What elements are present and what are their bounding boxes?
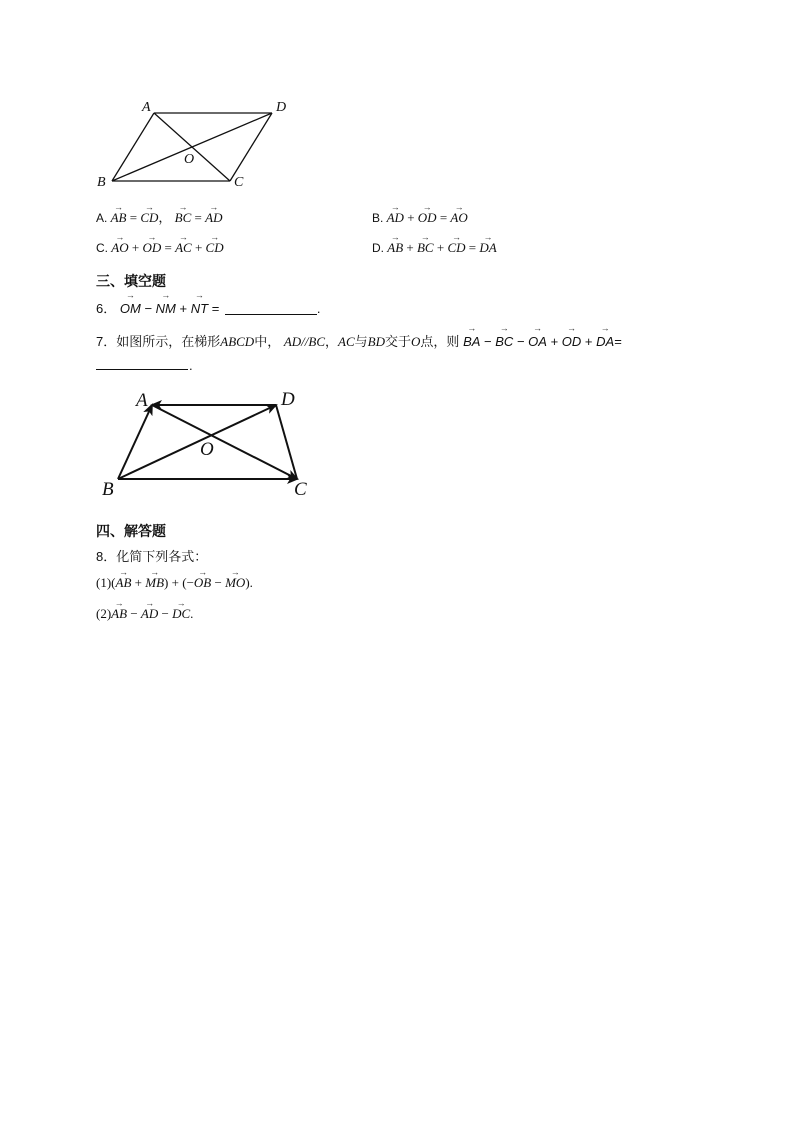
- vector: → BC: [175, 210, 192, 226]
- vector: → CD: [447, 240, 465, 256]
- vertex-label-d: D: [281, 389, 295, 410]
- answer-blank[interactable]: [225, 314, 317, 315]
- vector: → BC: [495, 334, 513, 349]
- vertex-label-a: A: [142, 100, 151, 115]
- question-text: 中，: [254, 334, 281, 349]
- vector: → BC: [417, 240, 434, 256]
- operator: −: [516, 334, 525, 349]
- section-heading-fill-in: 三、填空题: [96, 273, 166, 289]
- question-8-part-1: [96, 575, 253, 591]
- question-text: 点，则: [420, 334, 460, 349]
- vertex-label-b: B: [102, 479, 114, 500]
- question-text: 如图所示，在梯形: [116, 334, 221, 349]
- vertex-label-b: B: [97, 175, 106, 190]
- vector: → AO: [111, 240, 128, 256]
- operator: +: [550, 334, 559, 349]
- operator: +: [406, 240, 414, 255]
- vector: → CD: [140, 210, 158, 226]
- paren: ): [164, 575, 169, 590]
- paren: (: [111, 575, 116, 590]
- option-a-tag: A.: [96, 211, 108, 225]
- option-d: [372, 240, 497, 256]
- operator: =: [439, 210, 448, 225]
- vector: → DC: [172, 606, 190, 622]
- part-number: (1): [96, 575, 112, 590]
- question-8-part-2: [96, 606, 193, 622]
- vector: → AO: [450, 210, 467, 226]
- option-b: [372, 210, 468, 226]
- question-6: [96, 298, 321, 317]
- edge-dc: [276, 405, 297, 479]
- option-d-tag: D.: [372, 241, 384, 255]
- vector: → AB: [116, 575, 132, 591]
- operator: +: [194, 240, 203, 255]
- parallelogram-figure: [90, 95, 300, 195]
- operator: =: [164, 240, 172, 255]
- vector-ba: [118, 405, 152, 479]
- paren: (: [182, 575, 187, 590]
- operator: =: [129, 210, 138, 225]
- vertex-label-c: C: [234, 175, 244, 190]
- vector: → BA: [463, 334, 480, 349]
- vertex-label-o: O: [184, 152, 195, 167]
- operator: +: [134, 575, 142, 590]
- part-number: (2): [96, 606, 112, 621]
- option-b-tag: B.: [372, 211, 384, 225]
- vector: → DA: [479, 240, 496, 256]
- vector: → AC: [175, 240, 192, 256]
- vector: → OD: [142, 240, 161, 256]
- vertex-label-o: O: [200, 439, 214, 460]
- vector: → CD: [206, 240, 224, 256]
- question-number: 8．: [96, 549, 117, 564]
- vector: → MB: [145, 575, 164, 591]
- vertex-label-c: C: [294, 479, 307, 500]
- vector: → NM: [156, 301, 176, 316]
- operator: +: [407, 210, 415, 225]
- edge-ab: [112, 113, 154, 181]
- math-symbol: AD//BC: [283, 334, 326, 349]
- question-number: 7．: [96, 334, 117, 349]
- vector: → DA: [596, 334, 614, 349]
- diagonal-bd: [112, 113, 272, 181]
- vector: → NT: [191, 301, 208, 316]
- operator: +: [436, 240, 445, 255]
- separator: ，: [325, 334, 339, 349]
- vector: → AB: [111, 210, 127, 226]
- operator: −: [484, 334, 492, 349]
- option-c-tag: C.: [96, 241, 108, 255]
- vector: → MO: [225, 575, 245, 591]
- option-c: [96, 240, 224, 256]
- answer-blank[interactable]: [96, 369, 188, 370]
- vector: → AB: [387, 240, 403, 256]
- operator: −: [130, 606, 138, 621]
- vertex-label-d: D: [276, 100, 287, 115]
- question-text: 与: [354, 334, 368, 349]
- vector: → AB: [111, 606, 127, 622]
- operator: +: [179, 301, 188, 316]
- operator: +: [131, 240, 140, 255]
- period: .: [190, 606, 194, 621]
- option-a: [96, 210, 222, 226]
- vector: → OB: [194, 575, 211, 591]
- operator: −: [144, 301, 153, 316]
- separator: ，: [158, 210, 172, 225]
- trapezoid-figure: [96, 385, 326, 505]
- question-text: 交于: [385, 334, 412, 349]
- vector-ac: [152, 405, 297, 479]
- section-heading-answer: 四、解答题: [96, 523, 166, 539]
- equals-sign: =: [211, 301, 220, 316]
- question-8: [96, 546, 207, 565]
- operator: =: [468, 240, 477, 255]
- math-symbol: ABCD: [220, 334, 255, 349]
- math-symbol: AC: [338, 334, 355, 349]
- paren: ): [245, 575, 250, 590]
- question-text: 化简下列各式：: [116, 549, 208, 564]
- math-symbol: BD: [367, 334, 386, 349]
- edge-dc: [230, 113, 272, 181]
- operator: +: [584, 334, 593, 349]
- vector: → OD: [418, 210, 437, 226]
- vector: → AD: [141, 606, 158, 622]
- math-symbol: O: [411, 334, 421, 349]
- question-7: [96, 331, 622, 350]
- question-number: 6．: [96, 301, 117, 316]
- vertex-label-a: A: [136, 390, 148, 411]
- period: .: [316, 301, 321, 316]
- equals-sign: =: [614, 334, 622, 349]
- period: .: [189, 358, 193, 373]
- vector: → AD: [387, 210, 404, 226]
- operator: =: [194, 210, 202, 225]
- operator: +: [171, 575, 179, 590]
- parallelogram-diagram: [90, 95, 300, 195]
- vector: → OM: [120, 301, 141, 316]
- vector: → AD: [205, 210, 222, 226]
- operator: −: [161, 606, 169, 621]
- operator: −: [186, 575, 194, 590]
- operator: −: [214, 575, 222, 590]
- vector-bd: [118, 405, 276, 479]
- vector: → OA: [528, 334, 547, 349]
- period: .: [249, 575, 253, 590]
- vector: → OD: [562, 334, 582, 349]
